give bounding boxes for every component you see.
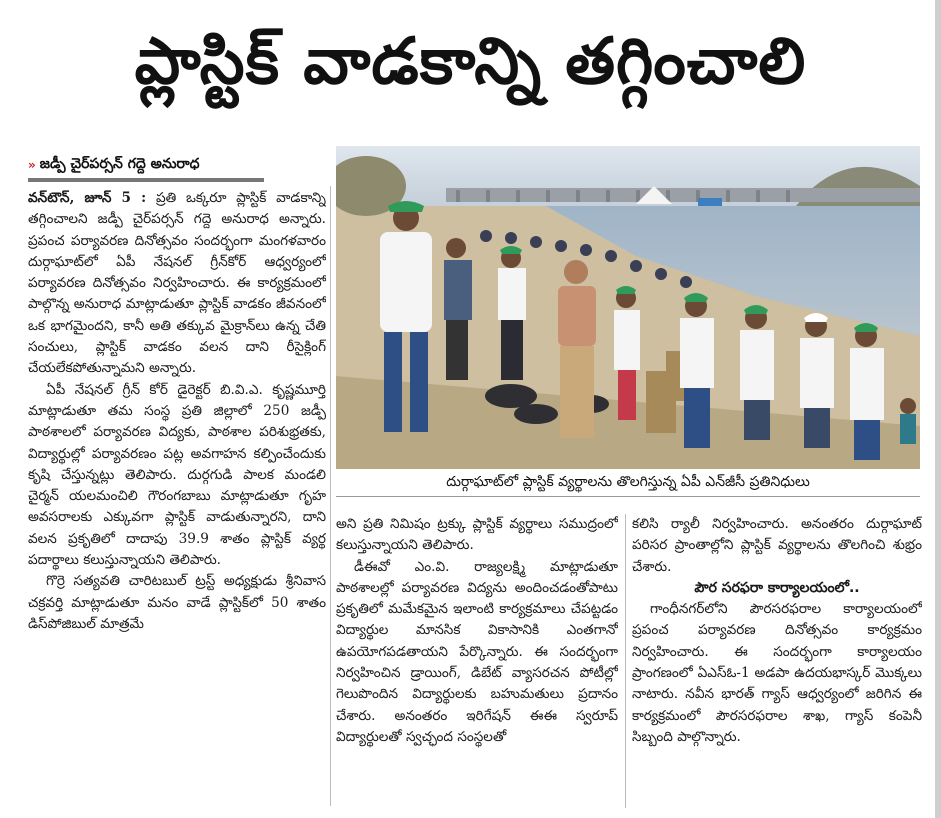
photo-caption: దుర్గాఘాట్‌లో ప్లాస్టిక్ వ్యర్థాలను తొలగిస్తున్న ఏపీ ఎన్‌జీసీ ప్రతినిధులు bbox=[336, 470, 920, 497]
section-subhead: పౌర సరఫరా కార్యాలయంలో.. bbox=[694, 579, 860, 596]
article-column-2 bbox=[336, 514, 618, 808]
headline: ప్లాస్టిక్ వాడకాన్ని తగ్గించాలి bbox=[134, 24, 807, 99]
byline bbox=[28, 152, 264, 182]
dateline: వన్‌టౌన్, జూన్ 5 : bbox=[28, 190, 147, 206]
article-paragraph: గాంధీనగర్‌లోని పౌరసరఫరాల కార్యాలయంలో ప్రపంచ పర్యావరణ దినోత్సవం కార్యక్రమం నిర్వహించారు. ఈ సందర్భంగా కార్యాలయం ప్రాంగణంలో ఏఎస్ఓ-1 అడపా ఉదయభాస్కర్ మొక్కలు నాటారు. నవీన భారత్ గ్యాస్ ఆధ్వర్యంలో జరిగిన ఈ కార్యక్రమంలో పౌరసరఫరాల శాఖ, గ్యాస్ కంపెనీ సిబ్బంది పాల్గొన్నారు. bbox=[632, 601, 922, 745]
article-paragraph: వన్‌టౌన్, జూన్ 5 : ప్రతి ఒక్కరూ ప్లాస్టిక్ వాడకాన్ని తగ్గించాలని జడ్పీ చైర్‌పర్సన్ గద్దె అనురాధ అన్నారు. ప్రపంచ పర్యావరణ దినోత్సవం సందర్భంగా మంగళవారం దుర్గాఘాట్‌లో ఏపీ నేషనల్ గ్రీన్‌కోర్ ఆధ్వర్యంలో పర్యావరణ దినోత్సవం నిర్వహించారు. ఈ కార్యక్రమంలో పాల్గొన్న అనురాధ మాట్లాడుతూ ప్లాస్టిక్ వాడకం జీవనంలో ఒక భాగమైందని, కానీ అతి తక్కువ మైక్రాన్‌లు ఉన్న చేతి సంచులు, ప్లాస్టిక్ వాడకం వలన దాని రీసైక్లింగ్ చేయలేకపోతున్నామని అన్నారు. bbox=[28, 190, 326, 377]
column-divider bbox=[330, 186, 331, 806]
article-paragraph: ఏపీ నేషనల్ గ్రీన్ కోర్ డైరెక్టర్ బి.వి.ఎ. కృష్ణమూర్తి మాట్లాడుతూ తమ సంస్థ ప్రతి జిల్లాలో 250 జడ్పీ పాఠశాలలో పర్యావరణ విద్యకు, పాఠశాల పరిశుభ్రతకు, విద్యార్థుల్లో పర్యావరణం పట్ల అవగాహన కల్పించేందుకు కృషి చేస్తున్నట్లు తెలిపారు. దుర్గగుడి పాలక మండలి చైర్మన్ యలమంచిలి గౌరంగబాబు మాట్లాడుతూ గృహ అవసరాలకు ఎక్కువగా ప్లాస్టిక్ వాడుతున్నారని, దాని వలన ప్రకృతిలో దాదాపు 39.9 శాతం ప్లాస్టిక్ వ్యర్థ పదార్థాలు కలుస్తున్నాయని తెలిపారు. bbox=[28, 381, 326, 569]
article-column-1 bbox=[28, 188, 326, 808]
cleanup-photo-illustration bbox=[336, 146, 920, 469]
article-paragraph: గొర్రె సత్యవతి చారిటబుల్ ట్రస్ట్ అధ్యక్షుడు శ్రీనివాస చక్రవర్తి మాట్లాడుతూ మనం వాడే ప్లాస్టిక్‌లో 50 శాతం డిస్‌పోజిబుల్ మాత్రమే bbox=[28, 573, 326, 632]
page-edge bbox=[935, 0, 941, 818]
article-paragraph: కలిసి ర్యాలీ నిర్వహించారు. అనంతరం దుర్గాఘాట్ పరిసర ప్రాంతాల్లోని ప్లాస్టిక్ వ్యర్థాలను తొలగించి శుభ్రం చేశారు. bbox=[632, 516, 922, 575]
byline-marker-icon: » bbox=[28, 158, 36, 172]
news-photo bbox=[336, 146, 920, 469]
byline-text: జడ్పీ చైర్‌పర్సన్ గద్దె అనురాధ bbox=[39, 155, 200, 172]
article-column-3 bbox=[632, 514, 922, 808]
article-paragraph: అని ప్రతి నిమిషం ట్రక్కు ప్లాస్టిక్ వ్యర్థాలు సముద్రంలో కలుస్తున్నాయని తెలిపారు. bbox=[336, 516, 618, 554]
article-paragraph: డీఈవో ఎం.వి. రాజ్యలక్ష్మి మాట్లాడుతూ పాఠశాలల్లో పర్యావరణ విద్యను అందించడంతోపాటు ప్రకృతిలో మమేకమైన ఇలాంటి కార్యక్రమాలు చేపట్టడం విద్యార్థుల మానసిక వికాసానికి ఎంతగానో ఉపయోగపడతాయని పేర్కొన్నారు. ఈ సందర్భంగా నిర్వహించిన డ్రాయింగ్, డిబేట్ వ్యాసరచన పోటీల్లో గెలుపొందిన విద్యార్థులకు బహుమతులు ప్రదానం చేశారు. అనంతరం ఇరిగేషన్ ఈఈ స్వరూప్ విద్యార్థులతో స్వచ్ఛంద సంస్థలతో bbox=[336, 558, 618, 745]
column-divider bbox=[625, 514, 626, 808]
